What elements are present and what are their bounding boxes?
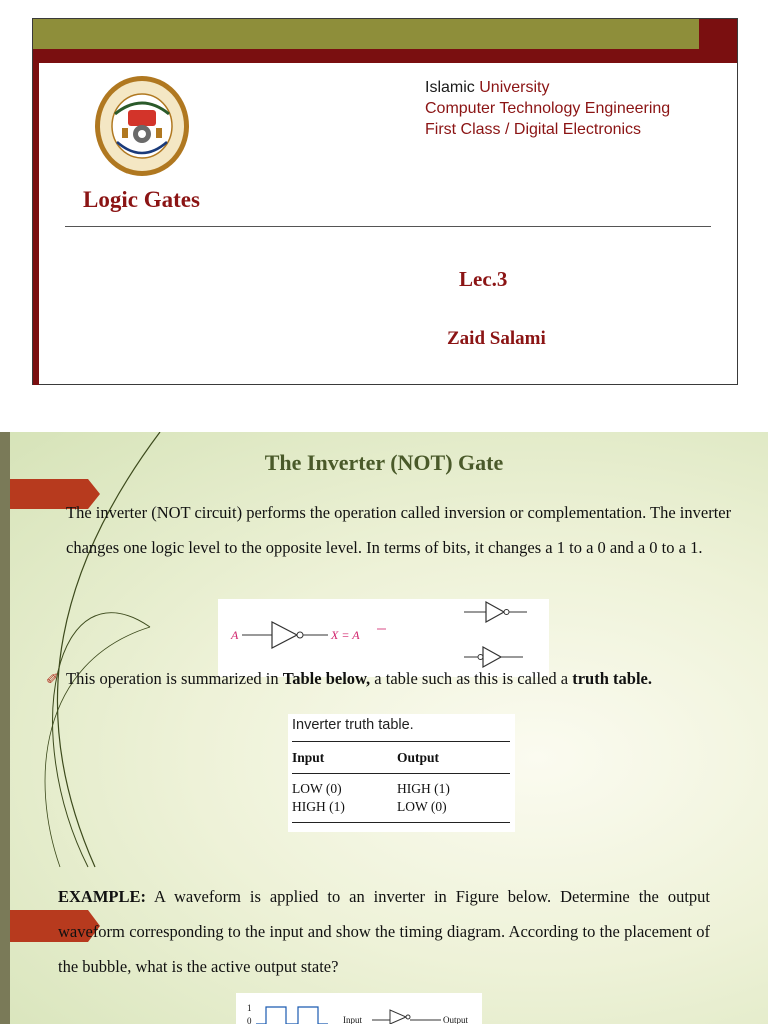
table-rule-mid	[292, 773, 510, 774]
table-rule-top	[292, 741, 510, 742]
figure-output-label: X = A	[331, 628, 360, 642]
truth-table	[288, 714, 515, 832]
lecture-number: Lec.3	[459, 267, 508, 291]
course-name: First Class / Digital Electronics	[425, 121, 642, 138]
table-rule-bottom	[292, 822, 510, 823]
pencil-bullet-icon: ✐	[46, 672, 59, 688]
wave-level-high: 1	[247, 1003, 252, 1013]
table-cell: LOW (0)	[397, 799, 447, 814]
intro-paragraph: The inverter (NOT circuit) performs the operation called inversion or complementation. The inverter changes one logic level to the opposite level. In terms of bits, it changes a 1 to a 0 and a 0 to a 1.	[66, 503, 732, 557]
table-caption: Inverter truth table.	[292, 717, 414, 733]
header-bar-maroon	[33, 49, 737, 63]
section-title: The Inverter (NOT) Gate	[264, 450, 504, 475]
department-name: Computer Technology Engineering	[425, 100, 671, 117]
header-bar-olive	[33, 19, 699, 50]
table-cell: HIGH (1)	[397, 781, 450, 796]
title-divider	[65, 226, 711, 227]
table-cell: HIGH (1)	[292, 799, 345, 814]
summary-line: This operation is summarized in Table below, a table such as this is called a truth table.	[66, 669, 652, 688]
table-header-output: Output	[397, 750, 440, 765]
figure-input-label: A	[231, 628, 239, 642]
header-corner-block	[699, 19, 737, 49]
table-header-input: Input	[292, 750, 325, 765]
example-paragraph: EXAMPLE: A waveform is applied to an inverter in Figure below. Determine the output waveform corresponding to the input and show the timing diagram. According to the placement of the bubble, what is the active output state?	[58, 887, 710, 976]
institution-block	[425, 77, 670, 140]
table-cell: LOW (0)	[292, 781, 342, 796]
university-seal-icon	[93, 74, 191, 178]
author-name: Zaid Salami	[447, 328, 546, 349]
wave-input-label: Input	[343, 1015, 362, 1024]
left-accent-rule	[33, 63, 39, 385]
wave-level-low: 0	[247, 1016, 252, 1024]
institution-name: Islamic University	[425, 79, 550, 96]
waveform-figure	[236, 993, 482, 1024]
title-slide	[32, 18, 738, 385]
wave-output-label: Output	[443, 1015, 469, 1024]
slide-title: Logic Gates	[83, 187, 200, 212]
content-slide	[0, 432, 768, 1024]
inverter-symbol-figure	[218, 599, 549, 677]
